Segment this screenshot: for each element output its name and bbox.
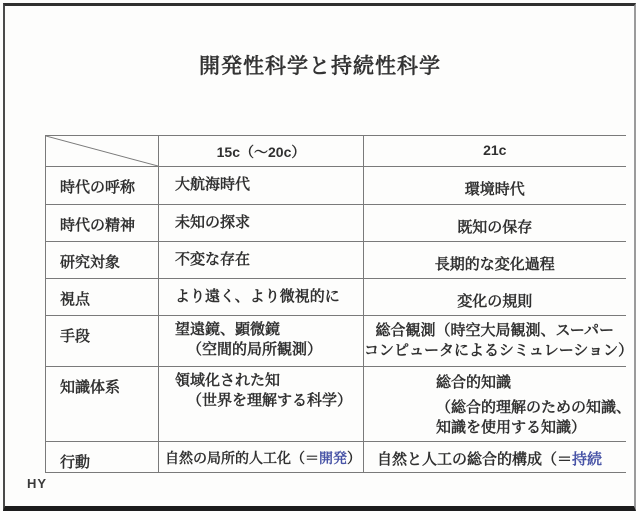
cell-knowledge-system-21c: 総合的知識 （総合的理解のための知識、 知識を使用する知識） bbox=[364, 367, 626, 442]
table-row-means bbox=[46, 316, 626, 367]
row-label-era-name: 時代の呼称 bbox=[46, 167, 159, 205]
diagonal-line bbox=[46, 136, 158, 166]
cell-era-spirit-21c: 既知の保存 bbox=[364, 205, 626, 242]
cell-action-15c: 自然の局所的人工化（＝開発） bbox=[159, 442, 364, 473]
cell-action-21c: 自然と人工の総合的構成（＝持続 bbox=[364, 442, 626, 473]
cell-knowledge-system-15c: 領域化された知 （世界を理解する科学） bbox=[159, 367, 364, 442]
accent-word-development: 開発 bbox=[319, 450, 347, 466]
table-header-row bbox=[46, 136, 626, 167]
cell-era-spirit-15c: 未知の探求 bbox=[159, 205, 364, 242]
cell-era-name-21c: 環境時代 bbox=[364, 167, 626, 205]
row-label-knowledge-system: 知識体系 bbox=[46, 367, 159, 442]
cell-means-21c: 総合観測（時空大局観測、スーパー コンピュータによるシミュレーション） bbox=[364, 316, 626, 367]
comparison-table bbox=[45, 135, 634, 473]
table-row-era-name bbox=[46, 167, 626, 205]
table-row-era-spirit bbox=[46, 205, 626, 242]
cell-research-target-15c: 不変な存在 bbox=[159, 242, 364, 279]
table-row-knowledge-system bbox=[46, 367, 626, 442]
column-header-21c: 21c bbox=[364, 136, 626, 167]
cell-viewpoint-15c: より遠く、より微視的に bbox=[159, 279, 364, 316]
cell-research-target-21c: 長期的な変化過程 bbox=[364, 242, 626, 279]
cell-means-15c: 望遠鏡、顕微鏡 （空間的局所観測） bbox=[159, 316, 364, 367]
table-row-action bbox=[46, 442, 626, 473]
cell-era-name-15c: 大航海時代 bbox=[159, 167, 364, 205]
row-label-viewpoint: 視点 bbox=[46, 279, 159, 316]
column-header-15c: 15c（～20c） bbox=[159, 136, 364, 167]
row-label-era-spirit: 時代の精神 bbox=[46, 205, 159, 242]
author-initials: HY bbox=[27, 476, 48, 491]
row-label-action: 行動 bbox=[46, 442, 159, 473]
slide-title: 開発性科学と持続性科学 bbox=[199, 55, 441, 78]
table-row-viewpoint bbox=[46, 279, 626, 316]
table-row-research-target bbox=[46, 242, 626, 279]
accent-word-sustain: 持続 bbox=[572, 451, 603, 468]
cell-viewpoint-21c: 変化の規則 bbox=[364, 279, 626, 316]
row-label-means: 手段 bbox=[46, 316, 159, 367]
corner-cell-diagonal bbox=[46, 136, 159, 167]
row-label-research-target: 研究対象 bbox=[46, 242, 159, 279]
